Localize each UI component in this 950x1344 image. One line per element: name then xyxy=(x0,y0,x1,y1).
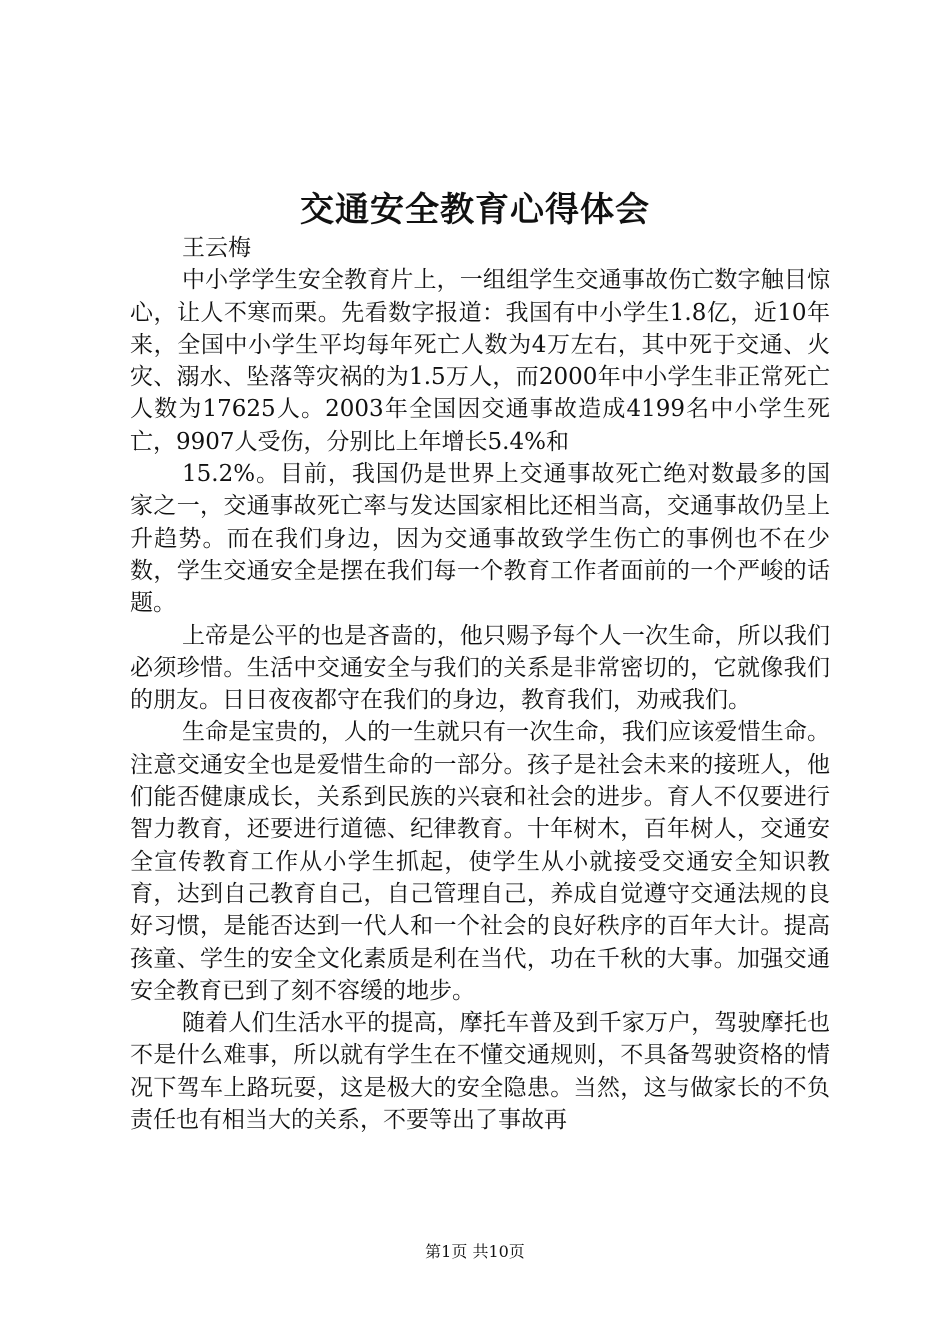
author-name: 王云梅 xyxy=(182,235,251,261)
document-title: 交通安全教育心得体会 xyxy=(300,190,650,230)
paragraph-2: 15.2%。目前，我国仍是世界上交通事故死亡绝对数最多的国家之一，交通事故死亡率与发达国家相比还相当高，交通事故仍呈上升趋势。而在我们身边，因为交通事故致学生伤亡的事例也不在少数，学生交通安全是摆在我们每一个教育工作者面前的一个严峻的话题。 xyxy=(130,461,830,617)
document-body xyxy=(130,232,830,1136)
paragraph-1: 中小学学生安全教育片上，一组组学生交通事故伤亡数字触目惊心，让人不寒而栗。先看数字报道：我国有中小学生1.8亿，近10年来，全国中小学生平均每年死亡人数为4万左右，其中死于交通、火灾、溺水、坠落等灾祸的为1.5万人，而2000年中小学生非正常死亡人数为17625人。2003年全国因交通事故造成4199名中小学生死亡，9907人受伤，分别比上年增长5.4%和 xyxy=(130,267,830,455)
paragraph-5: 随着人们生活水平的提高，摩托车普及到千家万户，驾驶摩托也不是什么难事，所以就有学生在不懂交通规则，不具备驾驶资格的情况下驾车上路玩耍，这是极大的安全隐患。当然，这与做家长的不负责任也有相当大的关系，不要等出了事故再 xyxy=(130,1010,830,1134)
page-footer: 第1页 共10页 xyxy=(425,1242,525,1261)
paragraph-3: 上帝是公平的也是吝啬的，他只赐予每个人一次生命，所以我们必须珍惜。生活中交通安全与我们的关系是非常密切的，它就像我们的朋友。日日夜夜都守在我们的身边，教育我们，劝戒我们。 xyxy=(130,622,830,714)
paragraph-4: 生命是宝贵的，人的一生就只有一次生命，我们应该爱惜生命。注意交通安全也是爱惜生命的一部分。孩子是社会未来的接班人，他们能否健康成长，关系到民族的兴衰和社会的进步。育人不仅要进行智力教育，还要进行道德、纪律教育。十年树木，百年树人，交通安全宣传教育工作从小学生抓起，使学生从小就接受交通安全知识教育，达到自己教育自己，自己管理自己，养成自觉遵守交通法规的良好习惯，是能否达到一代人和一个社会的良好秩序的百年大计。提高孩童、学生的安全文化素质是利在当代，功在千秋的大事。加强交通安全教育已到了刻不容缓的地步。 xyxy=(130,719,830,1004)
